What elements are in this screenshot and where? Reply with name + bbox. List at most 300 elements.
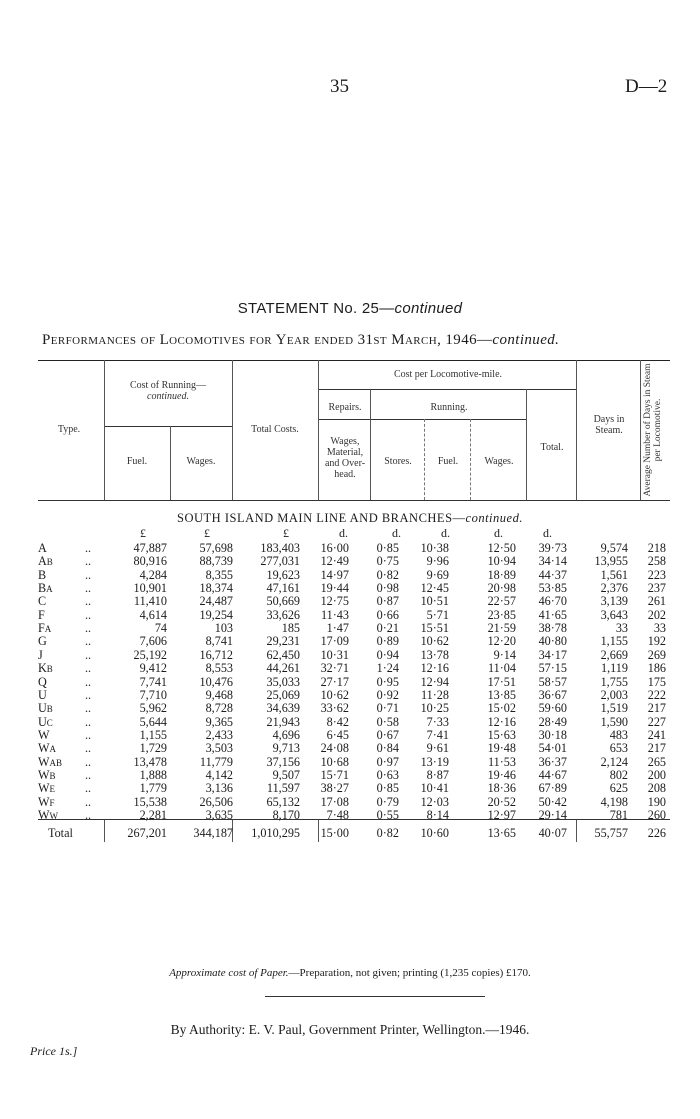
row-dots: .. bbox=[85, 674, 92, 689]
row-dots: .. bbox=[85, 607, 92, 622]
row-type: Wf bbox=[38, 794, 55, 809]
row-repairs: 17·08 bbox=[320, 794, 349, 809]
row-type: C bbox=[38, 594, 47, 609]
row-total-costs: 11,597 bbox=[266, 781, 300, 796]
row-repairs: 27·17 bbox=[320, 674, 349, 689]
row-avg: 192 bbox=[647, 634, 666, 649]
row-run-fuel: 10·51 bbox=[420, 594, 449, 609]
row-stores: 0·85 bbox=[376, 541, 399, 555]
row-type: Kb bbox=[38, 661, 53, 676]
row-stores: 0·66 bbox=[376, 607, 399, 622]
row-fuel: 5,644 bbox=[139, 714, 167, 729]
row-run-wages: 12·50 bbox=[487, 541, 516, 555]
row-dots: .. bbox=[85, 687, 92, 702]
row-total: 30·18 bbox=[538, 727, 567, 742]
row-run-wages: 18·89 bbox=[487, 567, 516, 582]
unit-label: £ bbox=[140, 526, 146, 540]
row-stores: 0·98 bbox=[376, 581, 399, 596]
repairs-running-rule bbox=[318, 419, 526, 420]
row-run-wages: 22·57 bbox=[487, 594, 516, 609]
row-type: U bbox=[38, 687, 47, 702]
totals-total-costs: 1,010,295 bbox=[251, 826, 300, 840]
row-run-wages: 15·02 bbox=[487, 701, 516, 716]
row-run-wages: 11·04 bbox=[488, 661, 516, 676]
row-total-costs: 183,403 bbox=[260, 541, 300, 555]
row-stores: 0·58 bbox=[376, 714, 399, 729]
row-run-wages: 19·48 bbox=[487, 741, 516, 756]
row-days: 2,124 bbox=[600, 754, 628, 769]
row-avg: 186 bbox=[647, 661, 666, 676]
row-total-costs: 62,450 bbox=[266, 647, 300, 662]
row-wages: 3,635 bbox=[205, 808, 233, 822]
row-days: 13,955 bbox=[594, 554, 628, 569]
row-avg: 241 bbox=[647, 727, 666, 742]
col-header-cost-running bbox=[106, 380, 230, 402]
row-stores: 0·89 bbox=[376, 634, 399, 649]
row-dots: .. bbox=[85, 647, 92, 662]
row-wages: 9,468 bbox=[205, 687, 233, 702]
row-stores: 0·82 bbox=[376, 567, 399, 582]
col-divider bbox=[318, 360, 319, 500]
unit-label: £ bbox=[204, 526, 210, 540]
row-days: 625 bbox=[609, 781, 628, 796]
col-divider bbox=[232, 360, 233, 500]
row-fuel: 4,284 bbox=[139, 567, 167, 582]
row-type: G bbox=[38, 634, 47, 649]
row-days: 1,119 bbox=[601, 661, 628, 676]
totals-row bbox=[0, 826, 700, 840]
totals-total: 40·07 bbox=[538, 826, 567, 840]
row-days: 1,561 bbox=[600, 567, 628, 582]
table-row bbox=[0, 781, 700, 795]
row-fuel: 11,410 bbox=[133, 594, 167, 609]
col-divider bbox=[104, 360, 105, 500]
statement-title bbox=[0, 300, 700, 317]
row-run-fuel: 10·25 bbox=[420, 701, 449, 716]
row-fuel: 25,192 bbox=[133, 647, 167, 662]
row-fuel: 1,779 bbox=[139, 781, 167, 796]
row-wages: 8,741 bbox=[205, 634, 233, 649]
table-row bbox=[0, 621, 700, 635]
row-total-costs: 47,161 bbox=[266, 581, 300, 596]
row-total: 40·80 bbox=[538, 634, 567, 649]
unit-label: d. bbox=[543, 526, 552, 540]
cost-per-mile-rule bbox=[318, 389, 576, 390]
row-run-wages: 9·14 bbox=[493, 647, 516, 662]
row-days: 2,669 bbox=[600, 647, 628, 662]
col-header-avg-days bbox=[643, 362, 663, 498]
row-repairs: 38·27 bbox=[320, 781, 349, 796]
row-days: 3,643 bbox=[600, 607, 628, 622]
row-days: 802 bbox=[609, 767, 628, 782]
row-total: 53·85 bbox=[538, 581, 567, 596]
row-run-fuel: 8·14 bbox=[426, 808, 449, 822]
row-run-wages: 23·85 bbox=[487, 607, 516, 622]
row-wages: 3,136 bbox=[205, 781, 233, 796]
row-dots: .. bbox=[85, 554, 92, 569]
row-stores: 0·71 bbox=[376, 701, 399, 716]
table-subtitle-text: Performances of Locomotives for Year ended 31st March, 1946— bbox=[42, 332, 493, 348]
row-repairs: 12·75 bbox=[320, 594, 349, 609]
row-repairs: 6·45 bbox=[326, 727, 349, 742]
row-days: 4,198 bbox=[600, 794, 628, 809]
table-row bbox=[0, 568, 700, 582]
col-divider bbox=[576, 360, 577, 500]
row-total: 46·70 bbox=[538, 594, 567, 609]
row-wages: 18,374 bbox=[199, 581, 233, 596]
row-total-costs: 25,069 bbox=[266, 687, 300, 702]
row-repairs: 17·09 bbox=[320, 634, 349, 649]
row-dots: .. bbox=[85, 781, 92, 796]
table-row bbox=[0, 661, 700, 675]
row-fuel: 7,741 bbox=[139, 674, 167, 689]
row-wages: 8,553 bbox=[205, 661, 233, 676]
col-header-stores: Stores. bbox=[384, 456, 412, 467]
row-wages: 3,503 bbox=[205, 741, 233, 756]
table-row bbox=[0, 675, 700, 689]
row-type: F bbox=[38, 607, 45, 622]
table-row bbox=[0, 715, 700, 729]
row-run-fuel: 12·94 bbox=[420, 674, 449, 689]
row-run-wages: 18·36 bbox=[487, 781, 516, 796]
row-type: W bbox=[38, 727, 50, 742]
statement-title-continued: continued bbox=[394, 300, 463, 317]
row-run-fuel: 10·41 bbox=[420, 781, 449, 796]
row-avg: 227 bbox=[647, 714, 666, 729]
row-avg: 258 bbox=[647, 554, 666, 569]
table-row bbox=[0, 648, 700, 662]
row-days: 781 bbox=[609, 808, 628, 822]
row-total: 50·42 bbox=[538, 794, 567, 809]
row-run-fuel: 12·03 bbox=[420, 794, 449, 809]
row-wages: 9,365 bbox=[205, 714, 233, 729]
row-avg: 222 bbox=[647, 687, 666, 702]
row-dots: .. bbox=[85, 621, 92, 636]
row-type: Wab bbox=[38, 754, 63, 769]
row-type: We bbox=[38, 781, 56, 796]
row-type: Wa bbox=[38, 741, 57, 756]
table-subtitle bbox=[42, 332, 559, 349]
row-wages: 19,254 bbox=[199, 607, 233, 622]
row-dots: .. bbox=[85, 808, 92, 822]
row-dots: .. bbox=[85, 741, 92, 756]
col-header-type: Type. bbox=[57, 424, 81, 435]
row-dots: .. bbox=[85, 714, 92, 729]
table-row bbox=[0, 728, 700, 742]
row-total: 67·89 bbox=[538, 781, 567, 796]
row-total: 29·14 bbox=[538, 808, 567, 822]
row-avg: 217 bbox=[647, 741, 666, 756]
table-row bbox=[0, 768, 700, 782]
row-fuel: 9,412 bbox=[139, 661, 167, 676]
col-header-run-wages: Wages. bbox=[484, 456, 514, 467]
totals-run-fuel: 10·60 bbox=[420, 826, 449, 840]
row-run-wages: 17·51 bbox=[487, 674, 516, 689]
row-avg: 223 bbox=[647, 567, 666, 582]
row-stores: 0·95 bbox=[376, 674, 399, 689]
row-total: 39·73 bbox=[538, 541, 567, 555]
row-run-wages: 11·53 bbox=[488, 754, 516, 769]
row-dots: .. bbox=[85, 581, 92, 596]
row-run-wages: 12·16 bbox=[487, 714, 516, 729]
row-fuel: 1,888 bbox=[139, 767, 167, 782]
col-divider bbox=[370, 389, 371, 500]
row-fuel: 10,901 bbox=[133, 581, 167, 596]
row-total-costs: 37,156 bbox=[266, 754, 300, 769]
row-fuel: 1,155 bbox=[139, 727, 167, 742]
row-total-costs: 34,639 bbox=[266, 701, 300, 716]
table-row bbox=[0, 541, 700, 555]
row-avg: 33 bbox=[653, 621, 666, 636]
row-days: 653 bbox=[609, 741, 628, 756]
row-dots: .. bbox=[85, 661, 92, 676]
row-run-fuel: 7·41 bbox=[426, 727, 449, 742]
totals-wages: 344,187 bbox=[193, 826, 233, 840]
row-total: 44·37 bbox=[538, 567, 567, 582]
row-run-fuel: 9·69 bbox=[426, 567, 449, 582]
col-divider bbox=[640, 360, 641, 500]
row-wages: 26,506 bbox=[199, 794, 233, 809]
table-row bbox=[0, 634, 700, 648]
row-run-wages: 19·46 bbox=[487, 767, 516, 782]
row-total-costs: 21,943 bbox=[266, 714, 300, 729]
row-run-fuel: 7·33 bbox=[426, 714, 449, 729]
row-fuel: 74 bbox=[154, 621, 167, 636]
row-wages: 24,487 bbox=[199, 594, 233, 609]
table-row bbox=[0, 608, 700, 622]
row-type: J bbox=[38, 647, 43, 662]
col-divider bbox=[470, 419, 471, 500]
row-dots: .. bbox=[85, 541, 92, 555]
row-days: 1,755 bbox=[600, 674, 628, 689]
col-header-total-costs: Total Costs. bbox=[251, 424, 299, 435]
totals-fuel: 267,201 bbox=[127, 826, 167, 840]
row-total: 54·01 bbox=[538, 741, 567, 756]
table-row bbox=[0, 795, 700, 809]
row-dots: .. bbox=[85, 701, 92, 716]
row-stores: 0·63 bbox=[376, 767, 399, 782]
row-fuel: 15,538 bbox=[133, 794, 167, 809]
statement-title-text: STATEMENT No. 25— bbox=[237, 300, 395, 317]
row-run-wages: 21·59 bbox=[487, 621, 516, 636]
row-total: 28·49 bbox=[538, 714, 567, 729]
row-dots: .. bbox=[85, 594, 92, 609]
row-total: 57·15 bbox=[538, 661, 567, 676]
col-header-repairs-sub: Wages, Material, and Over-head. bbox=[324, 436, 366, 480]
row-dots: .. bbox=[85, 794, 92, 809]
row-run-fuel: 10·38 bbox=[420, 541, 449, 555]
col-divider bbox=[424, 419, 425, 500]
row-days: 2,003 bbox=[600, 687, 628, 702]
row-dots: .. bbox=[85, 727, 92, 742]
row-days: 33 bbox=[615, 621, 628, 636]
row-total: 36·37 bbox=[538, 754, 567, 769]
row-repairs: 12·49 bbox=[320, 554, 349, 569]
row-fuel: 80,916 bbox=[133, 554, 167, 569]
row-run-wages: 20·52 bbox=[487, 794, 516, 809]
row-avg: 175 bbox=[647, 674, 666, 689]
row-stores: 0·67 bbox=[376, 727, 399, 742]
totals-label: Total bbox=[48, 826, 73, 840]
row-run-fuel: 9·61 bbox=[426, 741, 449, 756]
paper-cost-label: Approximate cost of Paper. bbox=[169, 967, 289, 979]
row-wages: 11,779 bbox=[199, 754, 233, 769]
row-fuel: 5,962 bbox=[139, 701, 167, 716]
row-avg: 260 bbox=[647, 808, 666, 822]
row-total-costs: 50,669 bbox=[266, 594, 300, 609]
row-total: 34·14 bbox=[538, 554, 567, 569]
table-row bbox=[0, 701, 700, 715]
row-stores: 0·97 bbox=[376, 754, 399, 769]
row-total: 36·67 bbox=[538, 687, 567, 702]
cost-running-rule bbox=[104, 426, 232, 427]
paper-cost-text: —Preparation, not given; printing (1,235 copies) £170. bbox=[288, 967, 531, 979]
row-dots: .. bbox=[85, 567, 92, 582]
row-stores: 0·75 bbox=[376, 554, 399, 569]
row-run-wages: 12·20 bbox=[487, 634, 516, 649]
row-days: 1,590 bbox=[600, 714, 628, 729]
unit-label: d. bbox=[441, 526, 450, 540]
row-avg: 202 bbox=[647, 607, 666, 622]
totals-avg: 226 bbox=[647, 826, 666, 840]
row-fuel: 2,281 bbox=[139, 808, 167, 822]
row-total-costs: 8,170 bbox=[272, 808, 300, 822]
row-stores: 0·21 bbox=[376, 621, 399, 636]
row-type: Wb bbox=[38, 767, 56, 782]
row-total: 38·78 bbox=[538, 621, 567, 636]
row-repairs: 15·71 bbox=[320, 767, 349, 782]
table-subtitle-continued: continued. bbox=[492, 332, 560, 348]
row-days: 1,155 bbox=[600, 634, 628, 649]
row-fuel: 7,710 bbox=[139, 687, 167, 702]
row-repairs: 10·62 bbox=[320, 687, 349, 702]
col-header-total: Total. bbox=[540, 442, 564, 453]
row-days: 1,519 bbox=[600, 701, 628, 716]
row-repairs: 14·97 bbox=[320, 567, 349, 582]
row-run-fuel: 8·87 bbox=[426, 767, 449, 782]
totals-repairs: 15·00 bbox=[320, 826, 349, 840]
row-repairs: 11·43 bbox=[321, 607, 349, 622]
row-repairs: 19·44 bbox=[320, 581, 349, 596]
row-run-wages: 13·85 bbox=[487, 687, 516, 702]
row-total-costs: 19,623 bbox=[266, 567, 300, 582]
table-row bbox=[0, 755, 700, 769]
col-header-cost-per-mile: Cost per Locomotive-mile. bbox=[393, 369, 503, 380]
row-days: 2,376 bbox=[600, 581, 628, 596]
row-avg: 265 bbox=[647, 754, 666, 769]
row-total: 59·60 bbox=[538, 701, 567, 716]
row-total-costs: 185 bbox=[281, 621, 300, 636]
row-stores: 0·87 bbox=[376, 594, 399, 609]
row-days: 9,574 bbox=[600, 541, 628, 555]
col-header-cost-running-text: Cost of Running— bbox=[129, 380, 207, 391]
authority-line: By Authority: E. V. Paul, Government Printer, Wellington.—1946. bbox=[170, 1022, 530, 1037]
row-run-fuel: 15·51 bbox=[420, 621, 449, 636]
row-avg: 217 bbox=[647, 701, 666, 716]
row-total-costs: 35,033 bbox=[266, 674, 300, 689]
unit-label: £ bbox=[283, 526, 289, 540]
row-avg: 261 bbox=[647, 594, 666, 609]
header-bottom-rule bbox=[38, 500, 670, 501]
row-type: Ub bbox=[38, 701, 53, 716]
row-wages: 16,712 bbox=[199, 647, 233, 662]
row-avg: 269 bbox=[647, 647, 666, 662]
col-header-cost-running-cont: continued. bbox=[147, 391, 189, 402]
row-total-costs: 277,031 bbox=[260, 554, 300, 569]
row-fuel: 13,478 bbox=[133, 754, 167, 769]
table-row bbox=[0, 594, 700, 608]
row-type: Uc bbox=[38, 714, 53, 729]
col-header-run-fuel: Fuel. bbox=[437, 456, 459, 467]
col-header-running: Running. bbox=[430, 402, 468, 413]
col-divider bbox=[170, 426, 171, 500]
row-dots: .. bbox=[85, 767, 92, 782]
row-wages: 88,739 bbox=[199, 554, 233, 569]
unit-label: d. bbox=[494, 526, 503, 540]
row-repairs: 24·08 bbox=[320, 741, 349, 756]
section-banner-text: SOUTH ISLAND MAIN LINE AND BRANCHES— bbox=[177, 511, 466, 525]
row-total-costs: 9,713 bbox=[272, 741, 300, 756]
totals-days: 55,757 bbox=[594, 826, 628, 840]
row-dots: .. bbox=[85, 754, 92, 769]
col-header-avg-days-text: Average Number of Days in Steam per Locomotive. bbox=[643, 363, 663, 497]
price-label: Price 1s.] bbox=[30, 1044, 78, 1058]
row-fuel: 7,606 bbox=[139, 634, 167, 649]
row-avg: 218 bbox=[647, 541, 666, 555]
row-run-wages: 12·97 bbox=[487, 808, 516, 822]
row-stores: 0·79 bbox=[376, 794, 399, 809]
row-total: 34·17 bbox=[538, 647, 567, 662]
row-run-fuel: 13·78 bbox=[420, 647, 449, 662]
page-number: 35 bbox=[330, 76, 349, 97]
table-row bbox=[0, 741, 700, 755]
row-stores: 0·55 bbox=[376, 808, 399, 822]
row-total: 41·65 bbox=[538, 607, 567, 622]
row-run-wages: 15·63 bbox=[487, 727, 516, 742]
row-type: Ba bbox=[38, 581, 53, 596]
row-wages: 4,142 bbox=[205, 767, 233, 782]
row-wages: 2,433 bbox=[205, 727, 233, 742]
row-days: 3,139 bbox=[600, 594, 628, 609]
totals-run-wages: 13·65 bbox=[487, 826, 516, 840]
row-run-fuel: 12·45 bbox=[420, 581, 449, 596]
row-run-fuel: 11·28 bbox=[421, 687, 449, 702]
row-stores: 0·85 bbox=[376, 781, 399, 796]
row-run-fuel: 9·96 bbox=[426, 554, 449, 569]
row-avg: 200 bbox=[647, 767, 666, 782]
totals-stores: 0·82 bbox=[376, 826, 399, 840]
row-repairs: 33·62 bbox=[320, 701, 349, 716]
row-total-costs: 4,696 bbox=[272, 727, 300, 742]
row-avg: 208 bbox=[647, 781, 666, 796]
col-header-wages: Wages. bbox=[186, 456, 216, 467]
row-total: 44·67 bbox=[538, 767, 567, 782]
row-run-fuel: 13·19 bbox=[420, 754, 449, 769]
row-run-wages: 20·98 bbox=[487, 581, 516, 596]
row-wages: 8,728 bbox=[205, 701, 233, 716]
row-fuel: 1,729 bbox=[139, 741, 167, 756]
section-banner-continued: continued. bbox=[465, 511, 523, 525]
row-repairs: 7·48 bbox=[326, 808, 349, 822]
row-repairs: 8·42 bbox=[326, 714, 349, 729]
section-code: D—2 bbox=[625, 76, 668, 97]
section-banner bbox=[0, 511, 700, 526]
row-run-fuel: 10·62 bbox=[420, 634, 449, 649]
row-type: A bbox=[38, 541, 47, 555]
row-wages: 57,698 bbox=[199, 541, 233, 555]
col-header-repairs: Repairs. bbox=[328, 402, 362, 413]
row-avg: 190 bbox=[647, 794, 666, 809]
